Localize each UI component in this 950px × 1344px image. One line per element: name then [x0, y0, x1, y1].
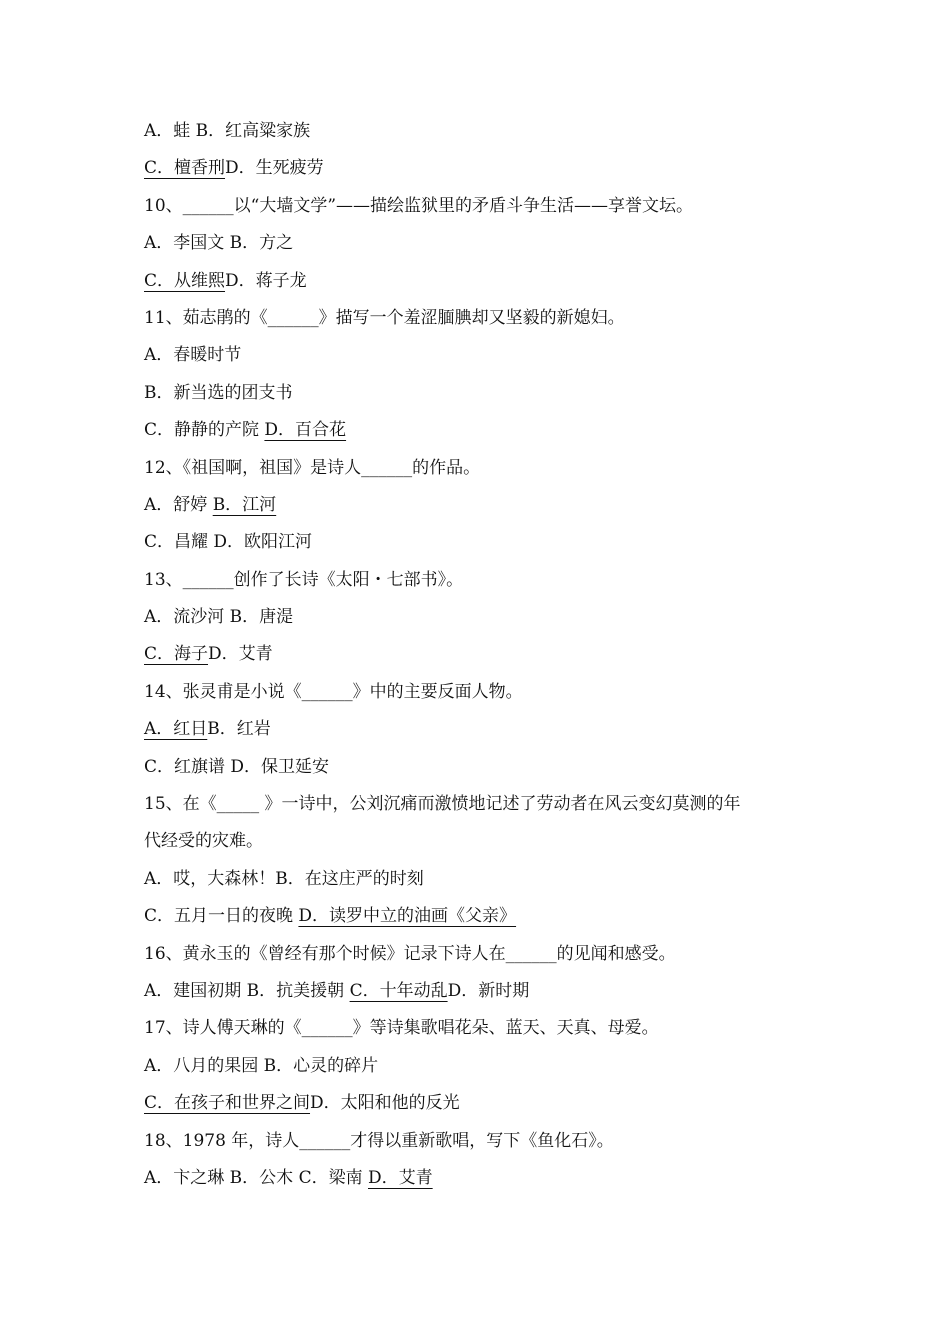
- text-segment: B．新当选的团支书: [144, 382, 293, 403]
- text-line: [144, 1123, 824, 1160]
- text-segment: 16、黄永玉的《曾经有那个时候》记录下诗人在______的见闻和感受。: [144, 943, 676, 964]
- text-line: [144, 188, 824, 225]
- text-line: [144, 786, 824, 823]
- text-line: [144, 225, 824, 262]
- text-segment: C．五月一日的夜晚: [144, 906, 299, 927]
- answer-underlined: C．檀香刑: [144, 158, 226, 179]
- text-line: [144, 1085, 824, 1122]
- text-line: [144, 1010, 824, 1047]
- text-segment: 11、茹志鹃的《______》描写一个羞涩腼腆却又坚毅的新媳妇。: [144, 307, 625, 328]
- text-segment: A．八月的果园 B．心灵的碎片: [144, 1055, 379, 1076]
- text-segment: 13、______创作了长诗《太阳・七部书》。: [144, 569, 464, 590]
- answer-underlined: C．从维熙: [144, 270, 226, 291]
- text-line: [144, 674, 824, 711]
- text-segment: 12、《祖国啊，祖国》是诗人______的作品。: [144, 457, 481, 478]
- answer-underlined: D．百合花: [264, 420, 347, 441]
- text-line: [144, 337, 824, 374]
- text-line: [144, 375, 824, 412]
- text-segment: 代经受的灾难。: [144, 831, 263, 852]
- text-line: [144, 412, 824, 449]
- text-segment: D．艾青: [208, 644, 273, 665]
- text-line: [144, 973, 824, 1010]
- answer-underlined: A．红日: [144, 719, 208, 740]
- text-line: [144, 263, 824, 300]
- text-line: [144, 861, 824, 898]
- text-segment: 17、诗人傅天琳的《______》等诗集歌唱花朵、蓝天、天真、母爱。: [144, 1018, 659, 1039]
- text-line: [144, 1160, 824, 1197]
- answer-underlined: C．在孩子和世界之间: [144, 1093, 311, 1114]
- text-segment: C．静静的产院: [144, 420, 265, 441]
- text-segment: A．蛙 B．红高粱家族: [144, 121, 311, 141]
- text-segment: 18、1978 年，诗人______才得以重新歌唱，写下《鱼化石》。: [144, 1130, 614, 1151]
- text-line: [144, 898, 824, 935]
- text-segment: C．红旗谱 D．保卫延安: [144, 756, 330, 777]
- text-line: [144, 524, 824, 561]
- text-line: [144, 936, 824, 973]
- text-line: [144, 300, 824, 337]
- text-line: [144, 562, 824, 599]
- text-segment: A．建国初期 B．抗美援朝: [144, 980, 350, 1001]
- text-segment: D．生死疲劳: [225, 158, 324, 179]
- text-segment: D．蒋子龙: [225, 270, 307, 291]
- text-line: [144, 749, 824, 786]
- text-segment: A．哎，大森林！B．在这庄严的时刻: [144, 868, 424, 889]
- text-segment: A．卞之琳 B．公木 C．梁南: [144, 1167, 368, 1188]
- answer-underlined: D．读罗中立的油画《父亲》: [298, 906, 517, 927]
- text-line: [144, 711, 824, 748]
- answer-underlined: C．海子: [144, 644, 209, 665]
- text-segment: A．李国文 B．方之: [144, 233, 294, 254]
- text-line: [144, 113, 824, 150]
- text-segment: A．舒婷: [144, 494, 213, 515]
- question-list: [144, 113, 824, 1197]
- text-segment: B．红岩: [207, 719, 271, 740]
- text-segment: D．新时期: [447, 980, 530, 1001]
- answer-underlined: D．艾青: [368, 1167, 433, 1188]
- text-line: [144, 150, 824, 187]
- text-line: [144, 636, 824, 673]
- answer-underlined: C．十年动乱: [349, 980, 448, 1001]
- text-line: [144, 487, 824, 524]
- text-segment: 14、张灵甫是小说《______》中的主要反面人物。: [144, 681, 523, 702]
- text-segment: 10、______以“大墙文学”——描绘监狱里的矛盾斗争生活——享誉文坛。: [144, 195, 694, 216]
- text-segment: 15、在《_____ 》一诗中，公刘沉痛而激愤地记述了劳动者在风云变幻莫测的年: [144, 794, 741, 815]
- text-line: [144, 1048, 824, 1085]
- text-segment: D．太阳和他的反光: [310, 1093, 460, 1114]
- text-line: [144, 599, 824, 636]
- text-segment: A．流沙河 B．唐湜: [144, 607, 294, 628]
- text-line: [144, 823, 824, 860]
- text-segment: A．春暖时节: [144, 345, 242, 366]
- text-segment: C．昌耀 D．欧阳江河: [144, 532, 313, 553]
- text-line: [144, 450, 824, 487]
- answer-underlined: B．江河: [212, 494, 277, 515]
